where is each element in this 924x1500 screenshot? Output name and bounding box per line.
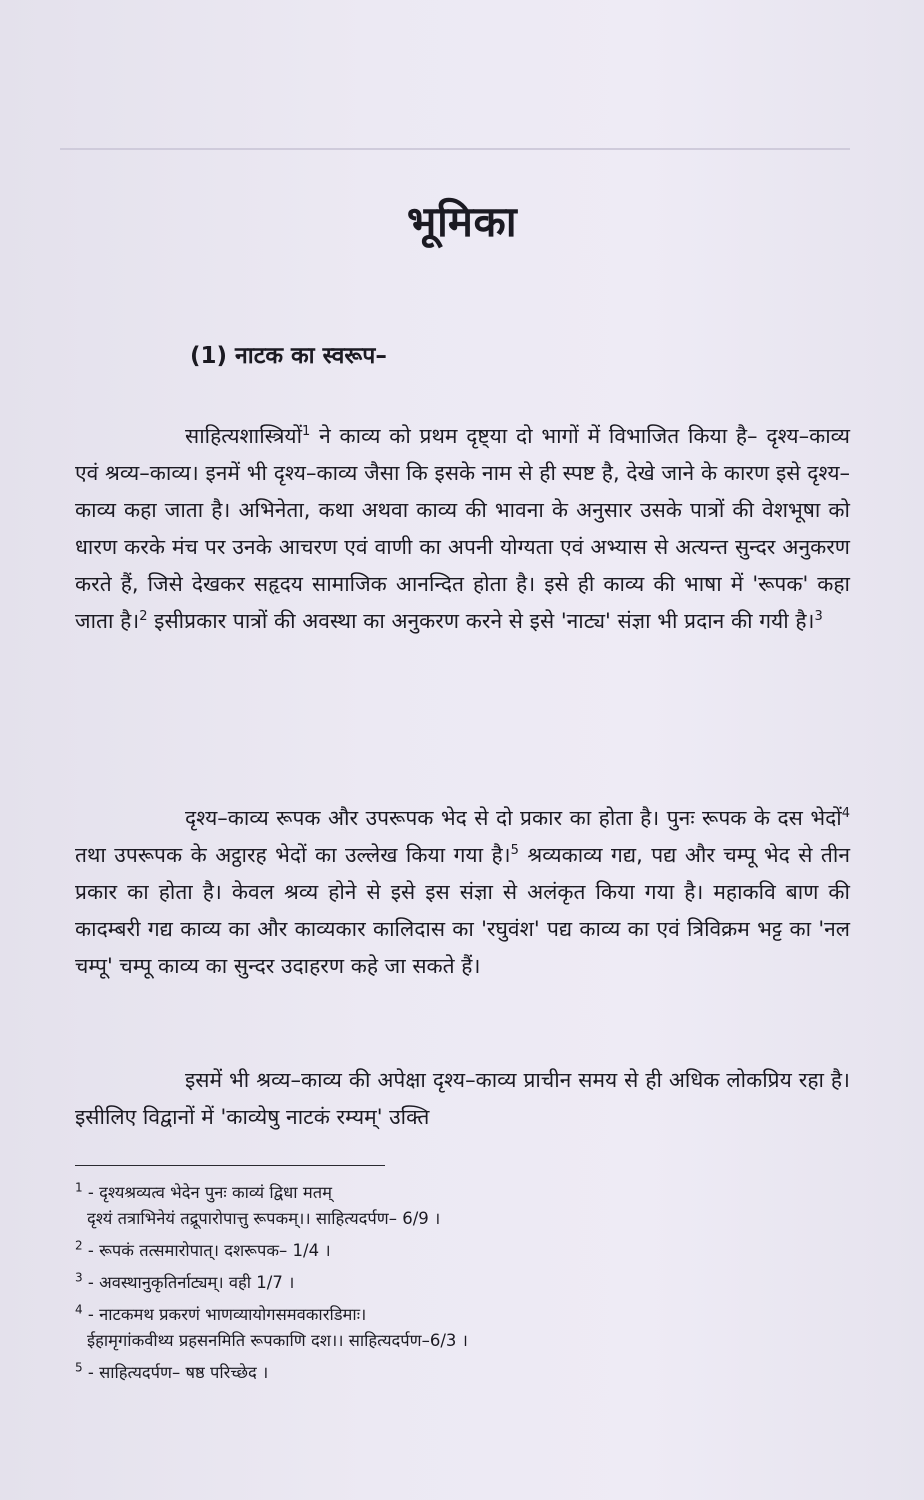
paragraph-2 — [75, 800, 850, 985]
footnote-2 — [75, 1238, 855, 1264]
p1-text-a: साहित्यशास्त्रियों — [185, 424, 303, 448]
footnote-number: 5 — [75, 1360, 83, 1375]
footnote-number: 2 — [75, 1238, 83, 1253]
footnote-4 — [75, 1302, 855, 1354]
footnote-number: 3 — [75, 1270, 83, 1285]
section-heading: (1) नाटक का स्वरूप– — [190, 343, 387, 369]
footnote-ref-4: 4 — [841, 806, 850, 821]
header-rule — [60, 148, 850, 150]
p2-text-c: श्रव्यकाव्य गद्य, पद्य और चम्पू भेद से तीन प्रकार का होता है। केवल श्रव्य होने से इसे इस संज्ञा से अलंकृत किया गया है। महाकवि बाण की कादम्बरी गद्य काव्य का और काव्यकार कालिदास का 'रघुवंश' पद्य काव्य का एवं त्रिविक्रम भट्ट का 'नल चम्पू' चम्पू काव्य का सुन्दर उदाहरण कहे जा सकते हैं। — [75, 843, 850, 978]
p2-text-a: दृश्य–काव्य रूपक और उपरूपक भेद से दो प्रकार का होता है। पुनः रूपक के दस भेदों — [185, 806, 842, 830]
footnote-divider — [75, 1165, 385, 1166]
paragraph-3: इसमें भी श्रव्य–काव्य की अपेक्षा दृश्य–काव्य प्राचीन समय से ही अधिक लोकप्रिय रहा है। इसीलिए विद्वानों में 'काव्येषु नाटकं रम्यम्' उक्ति — [75, 1068, 850, 1129]
footnote-text: - नाटकमथ प्रकरणं भाणव्यायोगसमवकारडिमाः। — [87, 1305, 367, 1324]
footnote-number: 1 — [75, 1180, 83, 1195]
footnote-ref-3: 3 — [814, 609, 823, 624]
page-title: भूमिका — [406, 197, 518, 246]
p1-text-b: ने काव्य को प्रथम दृष्ट्या दो भागों में विभाजित किया है– दृश्य–काव्य एवं श्रव्य–काव्य। इनमें भी दृश्य–काव्य जैसा कि इसके नाम से ही स्पष्ट है, देखे जाने के कारण इसे दृश्य–काव्य कहा जाता है। अभिनेता, कथा अथवा काव्य की भावना के अनुसार उसके पात्रों की वेशभूषा को धारण करके मंच पर उनके आचरण एवं वाणी का अपनी योग्यता एवं अभ्यास से अत्यन्त सुन्दर अनुकरण करते हैं, जिसे देखकर सहृदय सामाजिक आनन्दित होता है। इसे ही काव्य की भाषा में 'रूपक' कहा जाता है। — [75, 424, 850, 633]
footnote-ref-5: 5 — [510, 843, 519, 858]
footnote-number: 4 — [75, 1302, 83, 1317]
p2-text-b: तथा उपरूपक के अट्ठारह भेदों का उल्लेख किया गया है। — [75, 843, 511, 867]
paragraph-1 — [75, 418, 850, 640]
footnote-text-continued: ईहामृगांकवीथ्य प्रहसनमिति रूपकाणि दश।। साहित्यदर्पण–6/3 । — [87, 1331, 468, 1350]
footnote-text: - अवस्थानुकृतिर्नाट्यम्। वही 1/7 । — [87, 1273, 295, 1292]
footnote-ref-1: 1 — [302, 424, 311, 439]
footnotes — [75, 1180, 855, 1392]
p1-text-c: इसीप्रकार पात्रों की अवस्था का अनुकरण करने से इसे 'नाट्य' संज्ञा भी प्रदान की गयी है। — [147, 609, 815, 633]
footnote-text: - दृश्यश्रव्यत्व भेदेन पुनः काव्यं द्विधा मतम् — [87, 1183, 332, 1202]
footnote-5 — [75, 1360, 855, 1386]
footnote-text: - रूपकं तत्समारोपात्। दशरूपक– 1/4 । — [87, 1241, 331, 1260]
footnote-1 — [75, 1180, 855, 1232]
footnote-text-continued: दृश्यं तत्राभिनेयं तद्रूपारोपात्तु रूपकम्।। साहित्यदर्पण– 6/9 । — [87, 1209, 441, 1228]
footnote-ref-2: 2 — [139, 609, 148, 624]
footnote-3 — [75, 1270, 855, 1296]
footnote-text: - साहित्यदर्पण– षष्ठ परिच्छेद । — [87, 1363, 269, 1382]
